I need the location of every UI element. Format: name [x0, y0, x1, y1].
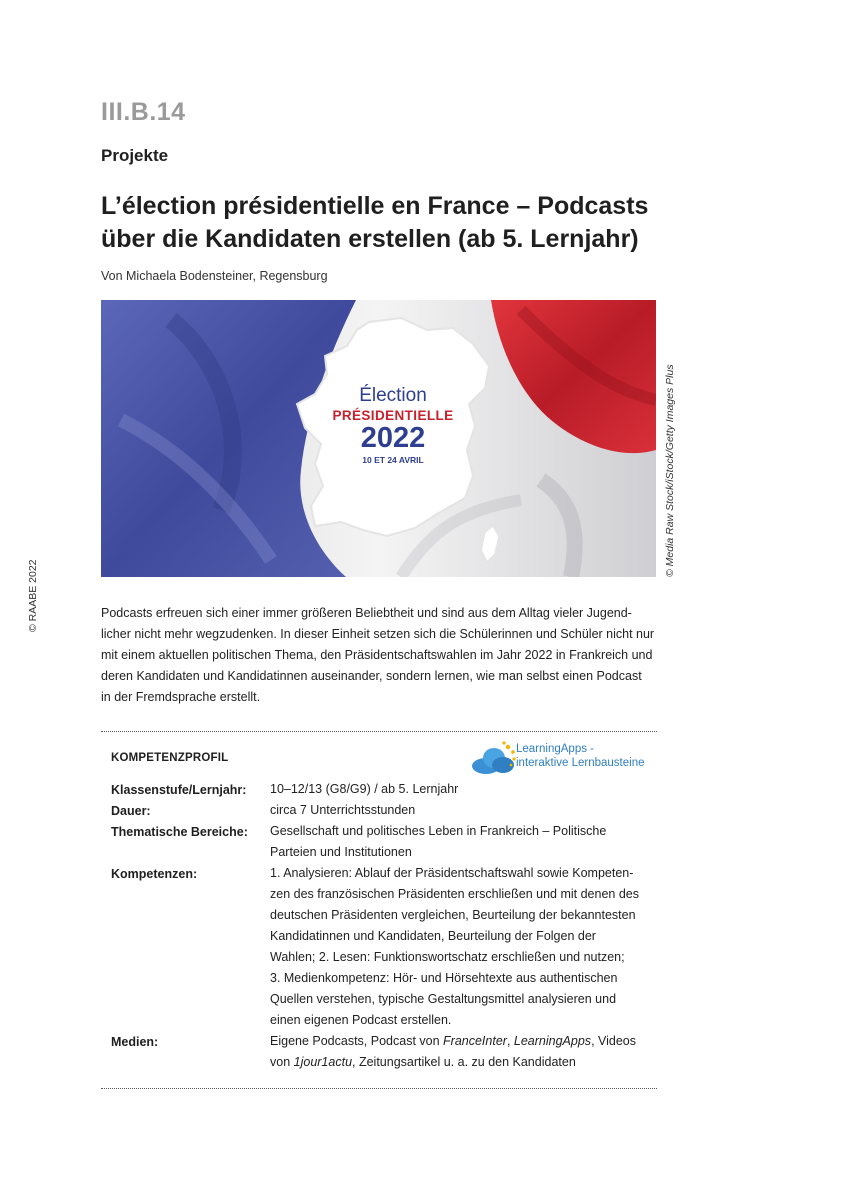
logo-line: interaktive Lernbausteine — [516, 757, 645, 769]
cloud-icon — [470, 738, 518, 778]
category-label: Projekte — [101, 146, 169, 165]
intro-paragraph — [101, 603, 657, 708]
value-line: Kandidatinnen und Kandidaten, Beurteilung der Folgen der — [270, 929, 596, 943]
media-text: von — [270, 1055, 294, 1069]
logo-line: LearningApps - — [516, 743, 594, 755]
unit-code: III.B.14 — [101, 98, 186, 126]
page-title — [101, 190, 701, 256]
media-source-learningapps: LearningApps — [513, 1034, 592, 1048]
media-text: Eigene Podcasts, Podcast von — [270, 1034, 444, 1048]
intro-line: Podcasts erfreuen sich einer immer größeren Beliebtheit und sind aus dem Alltag vieler Jugend- — [101, 606, 632, 620]
value-medien — [270, 1031, 636, 1073]
label-thematische-bereiche: Thematische Bereiche: — [111, 825, 248, 839]
label-kompetenzen: Kompetenzen: — [111, 867, 198, 881]
value-line: Wahlen; 2. Lesen: Funktionswortschatz erschließen und nutzen; — [270, 950, 625, 964]
label-medien: Medien: — [111, 1035, 159, 1049]
value-line: deutschen Präsidenten vergleichen, Beurteilung der bekanntesten — [270, 908, 636, 922]
value-thematische-bereiche — [270, 821, 606, 863]
election-dates: 10 ET 24 AVRIL — [362, 455, 424, 465]
value-klassenstufe — [270, 779, 458, 800]
intro-line: mit einem aktuellen politischen Thema, den Präsidentschaftswahlen im Jahr 2022 in Frankreich und — [101, 648, 653, 662]
value-line — [270, 1052, 636, 1073]
value-kompetenzen — [270, 863, 639, 1031]
value-line — [270, 1031, 636, 1052]
value-line: 3. Medienkompetenz: Hör- und Hörsehtexte aus authentischen — [270, 971, 618, 985]
election-word: Élection — [359, 385, 427, 406]
media-text: , Videos — [591, 1034, 637, 1048]
title-line: L’élection présidentielle en France – Podcasts — [101, 192, 649, 220]
value-dauer — [270, 800, 415, 821]
intro-line: licher nicht mehr wegzudenken. In dieser Einheit setzen sich die Schülerinnen und Schüler nicht nur — [101, 627, 655, 641]
author-line: Von Michaela Bodensteiner, Regensburg — [101, 269, 328, 283]
learningapps-text — [516, 742, 645, 770]
media-text: , — [506, 1034, 514, 1048]
label-dauer: Dauer: — [111, 804, 151, 818]
value-line: circa 7 Unterrichtsstunden — [270, 803, 416, 817]
value-line: einen eigenen Podcast erstellen. — [270, 1013, 452, 1027]
value-line: Gesellschaft und politisches Leben in Frankreich – Politische — [270, 824, 607, 838]
label-klassenstufe: Klassenstufe/Lernjahr: — [111, 783, 247, 797]
divider-top — [101, 731, 657, 732]
divider-bottom — [101, 1088, 657, 1089]
value-line: zen des französischen Präsidenten erschließen und mit denen des — [270, 887, 639, 901]
photo-credit: © Media Raw Stock/iStock/Getty Images Plus — [664, 364, 676, 577]
value-line: 10–12/13 (G8/G9) / ab 5. Lernjahr — [270, 782, 459, 796]
media-source-franceinter: FranceInter — [443, 1034, 507, 1048]
intro-line: deren Kandidaten und Kandidatinnen auseinander, sondern lernen, wie man selbst einen Podcast — [101, 669, 642, 683]
intro-line: in der Fremdsprache erstellt. — [101, 690, 261, 704]
election-year: 2022 — [360, 422, 426, 454]
value-line: Quellen verstehen, typische Gestaltungsmittel analysieren und — [270, 992, 617, 1006]
presidential-word: PRÉSIDENTIELLE — [332, 408, 454, 423]
value-line: 1. Analysieren: Ablauf der Präsidentschaftswahl sowie Kompeten- — [270, 866, 634, 880]
copyright-vertical: © RAABE 2022 — [27, 559, 39, 632]
value-line: Parteien und Institutionen — [270, 845, 412, 859]
media-source-1jour1actu: 1jour1actu — [293, 1055, 353, 1069]
media-text: , Zeitungsartikel u. a. zu den Kandidaten — [352, 1055, 576, 1069]
kompetenzprofil-heading: KOMPETENZPROFIL — [111, 752, 229, 764]
title-line: über die Kandidaten erstellen (ab 5. Lernjahr) — [101, 225, 639, 253]
